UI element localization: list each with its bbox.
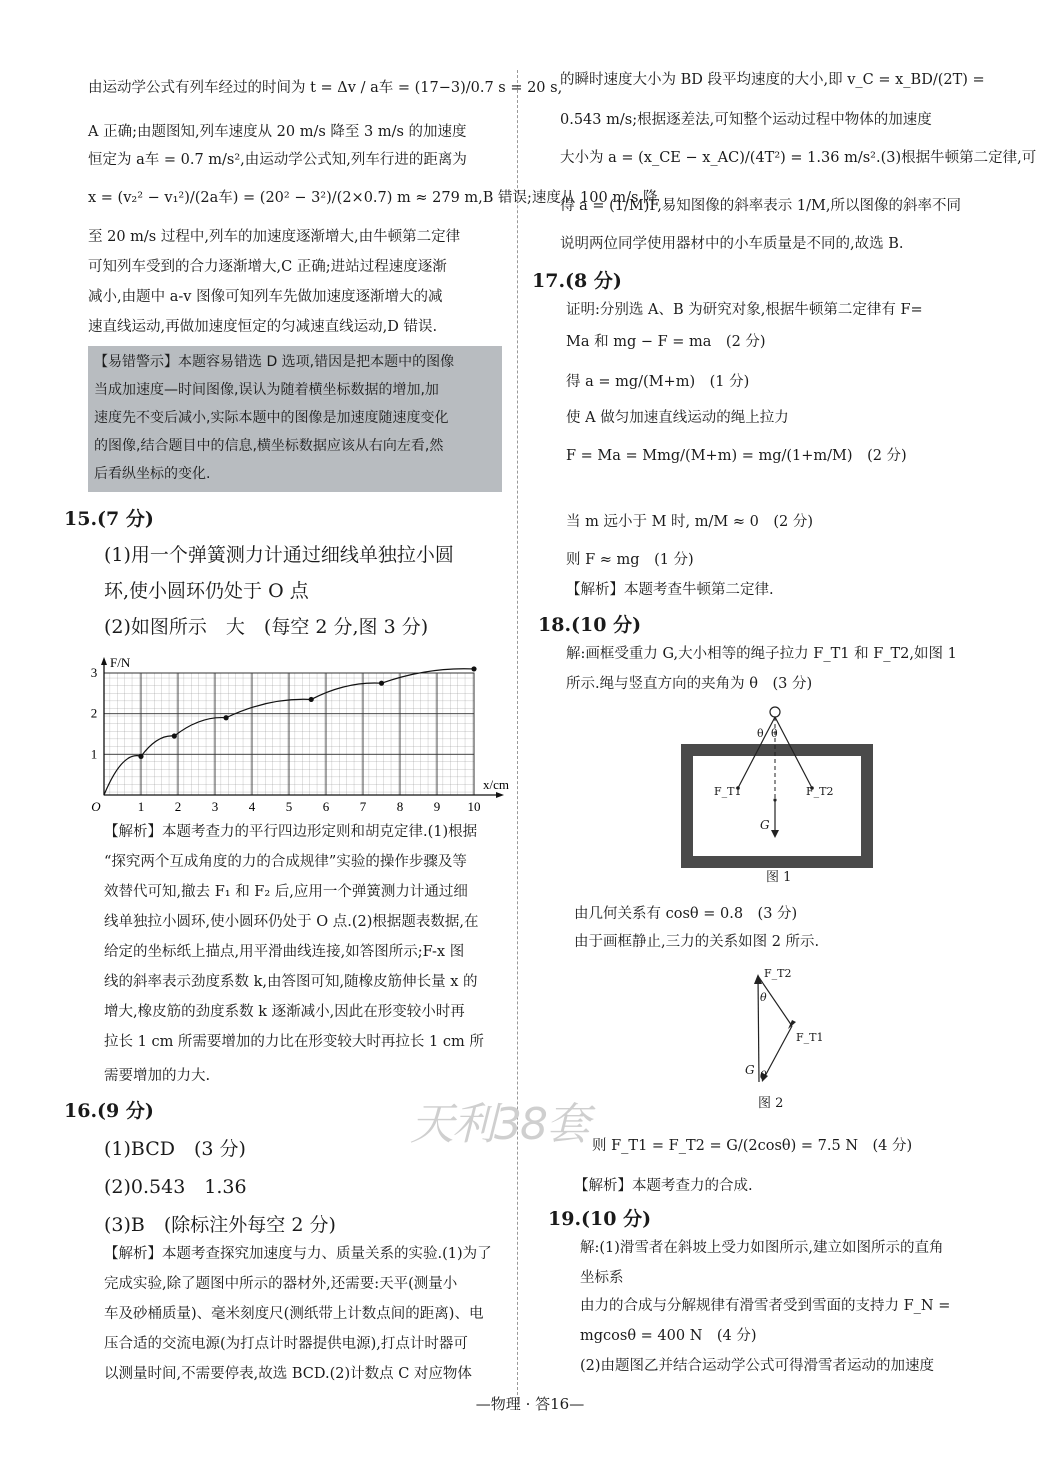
text-line: 由运动学公式有列车经过的时间为 t = Δv / a车 = (17−3)/0.7 s = 20 s, bbox=[88, 80, 563, 96]
answer-line: (2)0.543 1.36 bbox=[104, 1176, 247, 1198]
data-point bbox=[309, 697, 314, 702]
solution-line: 使 A 做匀加速直线运动的绳上拉力 bbox=[566, 410, 789, 426]
x-tick-label: 6 bbox=[322, 799, 330, 813]
answer-line: (1)BCD (3 分) bbox=[104, 1138, 246, 1160]
text-line: 0.543 m/s;根据逐差法,可知整个运动过程中物体的加速度 bbox=[560, 112, 932, 128]
y-axis-label: F/N bbox=[110, 655, 131, 670]
solution-line: (2)由题图乙并结合运动学公式可得滑雪者运动的加速度 bbox=[580, 1358, 935, 1374]
solution-line: Ma 和 mg − F = ma (2 分) bbox=[566, 334, 766, 350]
solution-line: 所示.绳与竖直方向的夹角为 θ (3 分) bbox=[566, 676, 813, 692]
question-17-header: 17.(8 分) bbox=[532, 270, 622, 292]
text-line: A 正确;由题图知,列车速度从 20 m/s 降至 3 m/s 的加速度 bbox=[88, 124, 467, 140]
y-tick-label: 3 bbox=[90, 665, 98, 680]
analysis-line: 需要增加的力大. bbox=[104, 1068, 211, 1084]
analysis-line: 压合适的交流电源(为打点计时器提供电源),打点计时器可 bbox=[104, 1336, 468, 1352]
text-line: 说明两位同学使用器材中的小车质量是不同的,故选 B. bbox=[560, 236, 904, 252]
text-line: 恒定为 a车 = 0.7 m/s²,由运动学公式知,列车行进的距离为 bbox=[88, 152, 467, 168]
solution-line: 解:(1)滑雪者在斜坡上受力如图所示,建立如图所示的直角 bbox=[580, 1240, 944, 1256]
text-line: 至 20 m/s 过程中,列车的加速度逐渐增大,由牛顿第二定律 bbox=[88, 229, 461, 245]
y-tick-label: 1 bbox=[90, 746, 98, 762]
theta-label: θ bbox=[760, 991, 767, 1004]
analysis-line: 完成实验,除了题图中所示的器材外,还需要:天平(测量小 bbox=[104, 1276, 458, 1292]
analysis-line: 效替代可知,撤去 F₁ 和 F₂ 后,应用一个弹簧测力计通过细 bbox=[104, 884, 468, 900]
solution-line: mgcosθ = 400 N (4 分) bbox=[580, 1328, 757, 1344]
warning-line: 当成加速度—时间图像,误认为随着横坐标数据的增加,加 bbox=[94, 382, 439, 398]
text-line: 减小,由题中 a-v 图像可知列车先做加速度逐渐增大的减 bbox=[88, 289, 443, 305]
warning-line: 的图像,结合题目中的信息,横坐标数据应该从右向左看,然 bbox=[94, 438, 444, 454]
ft2-label: F_T2 bbox=[764, 967, 792, 980]
warning-line: 速度先不变后减小,实际本题中的图像是加速度随速度变化 bbox=[94, 410, 449, 426]
figure-1-frame-diagram bbox=[680, 700, 880, 890]
text-line: 的瞬时速度大小为 BD 段平均速度的大小,即 v_C = x_BD/(2T) = bbox=[560, 72, 985, 88]
analysis-line: 【解析】本题考查探究加速度与力、质量关系的实验.(1)为了 bbox=[104, 1246, 492, 1262]
analysis-line: 车及砂桶质量)、毫米刻度尺(测纸带上计数点间的距离)、电 bbox=[104, 1306, 484, 1322]
x-tick-label: 7 bbox=[359, 799, 367, 813]
x-tick-label: 9 bbox=[433, 799, 441, 813]
x-axis-arrow bbox=[496, 792, 504, 798]
y-axis-arrow bbox=[101, 657, 107, 665]
data-point bbox=[138, 754, 143, 759]
analysis-line: 拉长 1 cm 所需要增加的力比在形变较大时再拉长 1 cm 所 bbox=[104, 1034, 484, 1050]
text-line: 得 a = (1/M)F,易知图像的斜率表示 1/M,所以图像的斜率不同 bbox=[560, 198, 961, 214]
x-tick-label: 3 bbox=[211, 799, 219, 813]
solution-line: 由力的合成与分解规律有滑雪者受到雪面的支持力 F_N = bbox=[580, 1298, 951, 1314]
answer-line: (2)如图所示 大 (每空 2 分,图 3 分) bbox=[104, 616, 429, 638]
data-point bbox=[172, 733, 177, 738]
x-tick-label: 5 bbox=[285, 799, 293, 813]
x-axis-label: x/cm bbox=[483, 777, 509, 792]
data-point bbox=[471, 666, 476, 671]
g-label: G bbox=[760, 818, 770, 832]
f-x-chart bbox=[80, 655, 520, 813]
figure-2-caption: 图 2 bbox=[758, 1096, 784, 1111]
analysis-line: 线的斜率表示劲度系数 k,由答图可知,随橡皮筋伸长量 x 的 bbox=[104, 974, 478, 990]
solution-line: 当 m 远小于 M 时, m/M ≈ 0 (2 分) bbox=[566, 514, 813, 530]
analysis-line: 给定的坐标纸上描点,用平滑曲线连接,如答图所示;F-x 图 bbox=[104, 944, 465, 960]
text-line: 大小为 a = (x_CE − x_AC)/(4T²) = 1.36 m/s².(3)根据牛顿第二定律,可 bbox=[560, 150, 1037, 166]
solution-line: 则 F_T1 = F_T2 = G/(2cosθ) = 7.5 N (4 分) bbox=[592, 1138, 913, 1154]
solution-line: 则 F ≈ mg (1 分) bbox=[566, 552, 694, 568]
answer-line: (3)B (除标注外每空 2 分) bbox=[104, 1214, 336, 1236]
text-line: 可知列车受到的合力逐渐增大,C 正确;进站过程速度逐渐 bbox=[88, 259, 447, 275]
warning-line: 【易错警示】本题容易错选 D 选项,错因是把本题中的图像 bbox=[94, 354, 455, 370]
theta-label: θ bbox=[760, 1069, 767, 1082]
x-tick-label: 2 bbox=[174, 799, 182, 813]
origin-label: O bbox=[91, 799, 101, 813]
y-tick-label: 2 bbox=[90, 705, 98, 721]
data-point bbox=[379, 681, 384, 686]
analysis-line: 线单独拉小圆环,使小圆环仍处于 O 点.(2)根据题表数据,在 bbox=[104, 914, 479, 930]
solution-line: 由几何关系有 cosθ = 0.8 (3 分) bbox=[574, 906, 798, 922]
ft1-label: F_T1 bbox=[796, 1031, 824, 1044]
question-19-header: 19.(10 分) bbox=[548, 1208, 652, 1230]
theta-label: θ bbox=[757, 727, 764, 740]
theta-label: θ bbox=[771, 727, 778, 740]
solution-line: F = Ma = Mmg/(M+m) = mg/(1+m/M) (2 分) bbox=[566, 448, 907, 464]
error-warning-box bbox=[88, 346, 502, 492]
question-15-header: 15.(7 分) bbox=[64, 508, 154, 530]
answer-line: (1)用一个弹簧测力计通过细线单独拉小圆 bbox=[104, 544, 454, 566]
ft1-label: F_T1 bbox=[714, 785, 742, 798]
analysis-line: 以测量时间,不需要停表,故选 BCD.(2)计数点 C 对应物体 bbox=[104, 1366, 472, 1382]
solution-line: 得 a = mg/(M+m) (1 分) bbox=[566, 374, 750, 390]
analysis-line: 【解析】本题考查力的合成. bbox=[574, 1178, 753, 1194]
figure-1-caption: 图 1 bbox=[766, 870, 792, 885]
x-tick-label: 8 bbox=[396, 799, 404, 813]
analysis-line: 增大,橡皮筋的劲度系数 k 逐渐减小,因此在形变较小时再 bbox=[104, 1004, 465, 1020]
solution-line: 坐标系 bbox=[580, 1270, 624, 1286]
text-line: x = (v₂² − v₁²)/(2a车) = (20² − 3²)/(2×0.7) m ≈ 279 m,B 错误;速度从 100 m/s 降 bbox=[88, 190, 658, 206]
warning-line: 后看纵坐标的变化. bbox=[94, 466, 211, 482]
analysis-line: 【解析】本题考查牛顿第二定律. bbox=[566, 582, 774, 598]
text-line: 速直线运动,再做加速度恒定的匀减速直线运动,D 错误. bbox=[88, 319, 438, 335]
watermark-logo: 天利38套 bbox=[410, 1099, 588, 1150]
ft2-label: F_T2 bbox=[806, 785, 834, 798]
analysis-line: 【解析】本题考查力的平行四边形定则和胡克定律.(1)根据 bbox=[104, 824, 478, 840]
analysis-line: “探究两个互成角度的力的合成规律”实验的操作步骤及等 bbox=[104, 854, 467, 870]
g-label: G bbox=[745, 1063, 755, 1077]
solution-line: 由于画框静止,三力的关系如图 2 所示. bbox=[574, 934, 820, 950]
data-point bbox=[224, 715, 229, 720]
question-18-header: 18.(10 分) bbox=[538, 614, 642, 636]
page-footer: —物理 · 答16— bbox=[475, 1395, 585, 1413]
solution-line: 解:画框受重力 G,大小相等的绳子拉力 F_T1 和 F_T2,如图 1 bbox=[566, 646, 957, 662]
x-tick-label: 4 bbox=[248, 799, 256, 813]
solution-line: 证明:分别选 A、B 为研究对象,根据牛顿第二定律有 F= bbox=[566, 302, 923, 318]
x-tick-label: 1 bbox=[137, 799, 145, 813]
question-16-header: 16.(9 分) bbox=[64, 1100, 154, 1122]
x-tick-label: 10 bbox=[467, 799, 481, 813]
answer-line: 环,使小圆环仍处于 O 点 bbox=[104, 580, 309, 602]
